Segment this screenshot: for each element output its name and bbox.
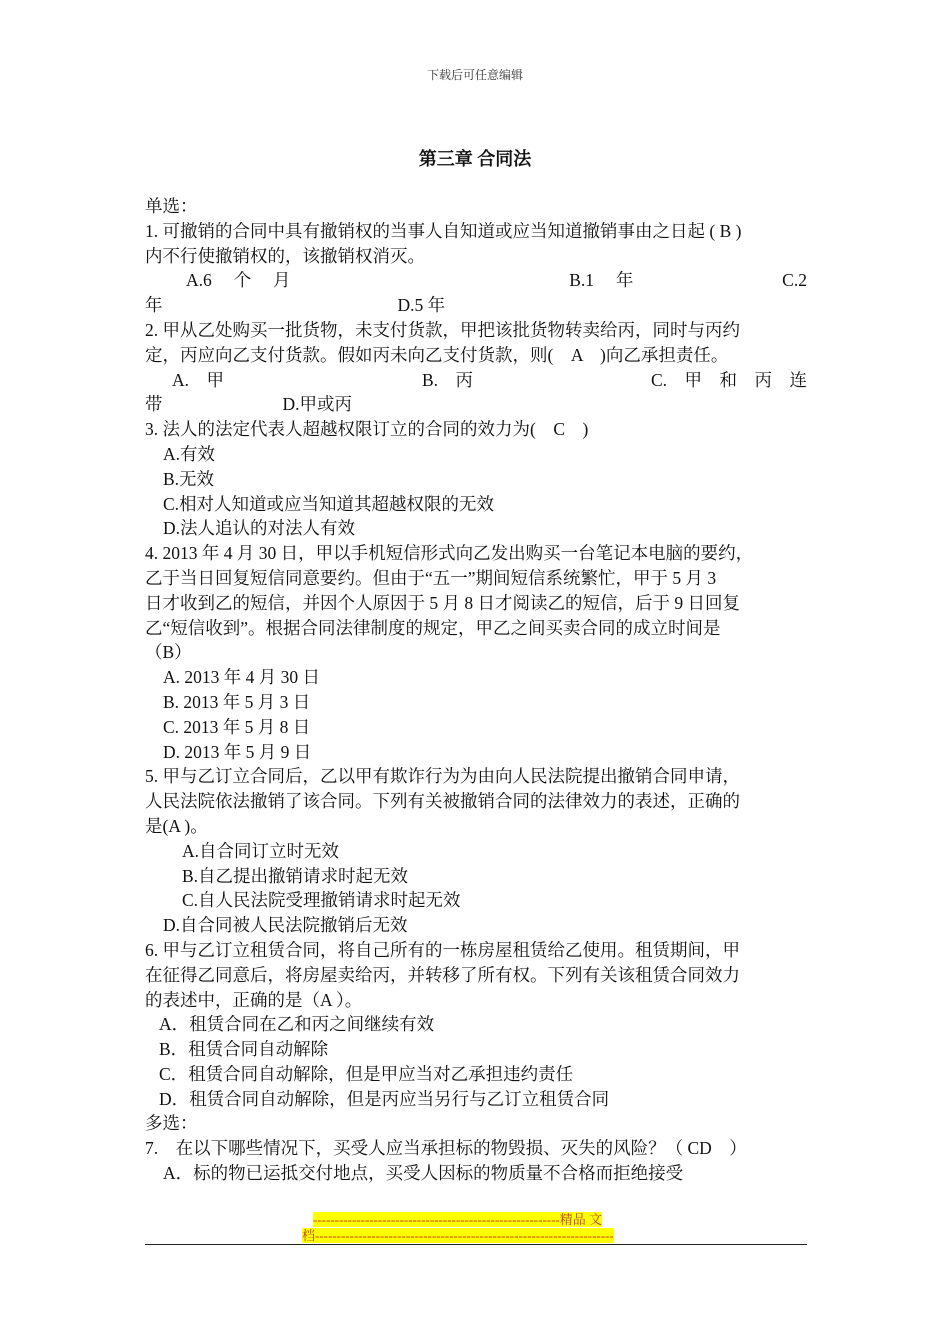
question-5-option-b: B.自乙提出撤销请求时起无效 xyxy=(182,865,409,886)
question-6-option-b: B．租赁合同自动解除 xyxy=(159,1039,329,1060)
option-b: B. 丙 xyxy=(421,369,474,390)
question-4-option-c: C. 2013 年 5 月 8 日 xyxy=(163,716,311,737)
question-3-text: 3. 法人的法定代表人超越权限订立的合同的效力为( C ) xyxy=(145,419,589,440)
footer-line-1: ---------------------------------------------------------精品 文 xyxy=(313,1212,603,1227)
question-4-option-d: D. 2013 年 5 月 9 日 xyxy=(163,741,312,762)
question-4-option-b: B. 2013 年 5 月 3 日 xyxy=(163,691,311,712)
option-c: C. 甲 和 丙 连 xyxy=(650,369,807,390)
question-3-option-c: C.相对人知道或应当知道其超越权限的无效 xyxy=(163,493,495,514)
question-6-option-a: A．租赁合同在乙和丙之间继续有效 xyxy=(159,1014,435,1035)
question-4-option-a: A. 2013 年 4 月 30 日 xyxy=(163,667,321,688)
question-3-option-a: A.有效 xyxy=(163,443,216,464)
footer-line-2: 档--------------------------------------------------------------------- xyxy=(302,1228,614,1243)
option-c: C.2 xyxy=(782,270,807,291)
question-4-text-cont: 乙“短信收到”。根据合同法律制度的规定，甲乙之间买卖合同的成立时间是 xyxy=(145,617,721,638)
question-1-options-row2 xyxy=(145,293,807,318)
question-6-text-cont: 的表述中，正确的是（A ）。 xyxy=(145,989,363,1010)
question-5-text-cont: 人民法院依法撤销了该合同。下列有关被撤销合同的法律效力的表述，正确的 xyxy=(145,791,740,812)
question-6-option-d: D．租赁合同自动解除，但是丙应当另行与乙订立租赁合同 xyxy=(159,1088,610,1109)
option-a: A.6 个 月 xyxy=(186,270,291,291)
question-5-text-cont: 是(A )。 xyxy=(145,815,208,836)
option-d: D.甲或丙 xyxy=(282,394,353,415)
footer-rule xyxy=(145,1244,807,1245)
question-5-option-d: D.自合同被人民法院撤销后无效 xyxy=(163,915,408,936)
question-6-option-c: C．租赁合同自动解除，但是甲应当对乙承担违约责任 xyxy=(159,1063,574,1084)
question-6-text: 6. 甲与乙订立租赁合同，将自己所有的一栋房屋租赁给乙使用。租赁期间，甲 xyxy=(145,939,740,960)
question-7-text: 7. 在以下哪些情况下，买受人应当承担标的物毁损、灭失的风险？（ CD ） xyxy=(145,1138,747,1159)
question-6-text-cont: 在征得乙同意后，将房屋卖给丙，并转移了所有权。下列有关该租赁合同效力 xyxy=(145,964,740,985)
question-2-text: 2. 甲从乙处购买一批货物，未支付货款，甲把该批货物转卖给丙，同时与丙约 xyxy=(145,319,740,340)
question-1-text: 1. 可撤销的合同中具有撤销权的当事人自知道或应当知道撤销事由之日起 ( B ) xyxy=(145,220,742,241)
question-3-option-b: B.无效 xyxy=(163,468,215,489)
question-5-text: 5. 甲与乙订立合同后，乙以甲有欺诈行为为由向人民法院提出撤销合同申请， xyxy=(145,766,740,787)
section-single-choice: 单选： xyxy=(145,196,198,216)
question-5-option-c: C.自人民法院受理撤销请求时起无效 xyxy=(182,890,461,911)
option-c-cont: 带 xyxy=(145,394,163,415)
question-1-text-cont: 内不行使撤销权的，该撤销权消灭。 xyxy=(145,245,425,266)
page-header: 下载后可任意编辑 xyxy=(426,68,523,82)
option-a: A. 甲 xyxy=(172,369,225,390)
option-c-cont: 年 xyxy=(145,295,163,316)
document-body xyxy=(145,194,807,1186)
question-4-answer: （B） xyxy=(145,642,192,663)
question-4-text-cont: 乙于当日回复短信同意要约。但由于“五一”期间短信系统繁忙，甲于 5 月 3 xyxy=(145,567,717,588)
question-4-text-cont: 日才收到乙的短信，并因个人原因于 5 月 8 日才阅读乙的短信，后于 9 日回复 xyxy=(145,592,740,613)
question-4-text: 4. 2013 年 4 月 30 日，甲以手机短信形式向乙发出购买一台笔记本电脑的要约， xyxy=(145,543,754,564)
question-2-options-row xyxy=(145,368,807,393)
option-b: B.1 年 xyxy=(569,270,634,291)
question-3-option-d: D.法人追认的对法人有效 xyxy=(163,518,356,539)
section-multi-choice: 多选： xyxy=(145,1113,198,1134)
question-2-text-cont: 定，丙应向乙支付货款。假如丙未向乙支付货款，则( A )向乙承担责任。 xyxy=(145,344,729,365)
question-5-option-a: A.自合同订立时无效 xyxy=(182,840,340,861)
question-7-option-a: A．标的物已运抵交付地点，买受人因标的物质量不合格而拒绝接受 xyxy=(163,1163,684,1184)
footer-watermark xyxy=(302,1212,648,1244)
question-1-options-row xyxy=(145,268,807,293)
option-d: D.5 年 xyxy=(397,295,446,316)
chapter-title: 第三章 合同法 xyxy=(418,149,532,169)
question-2-options-row2 xyxy=(145,392,807,417)
